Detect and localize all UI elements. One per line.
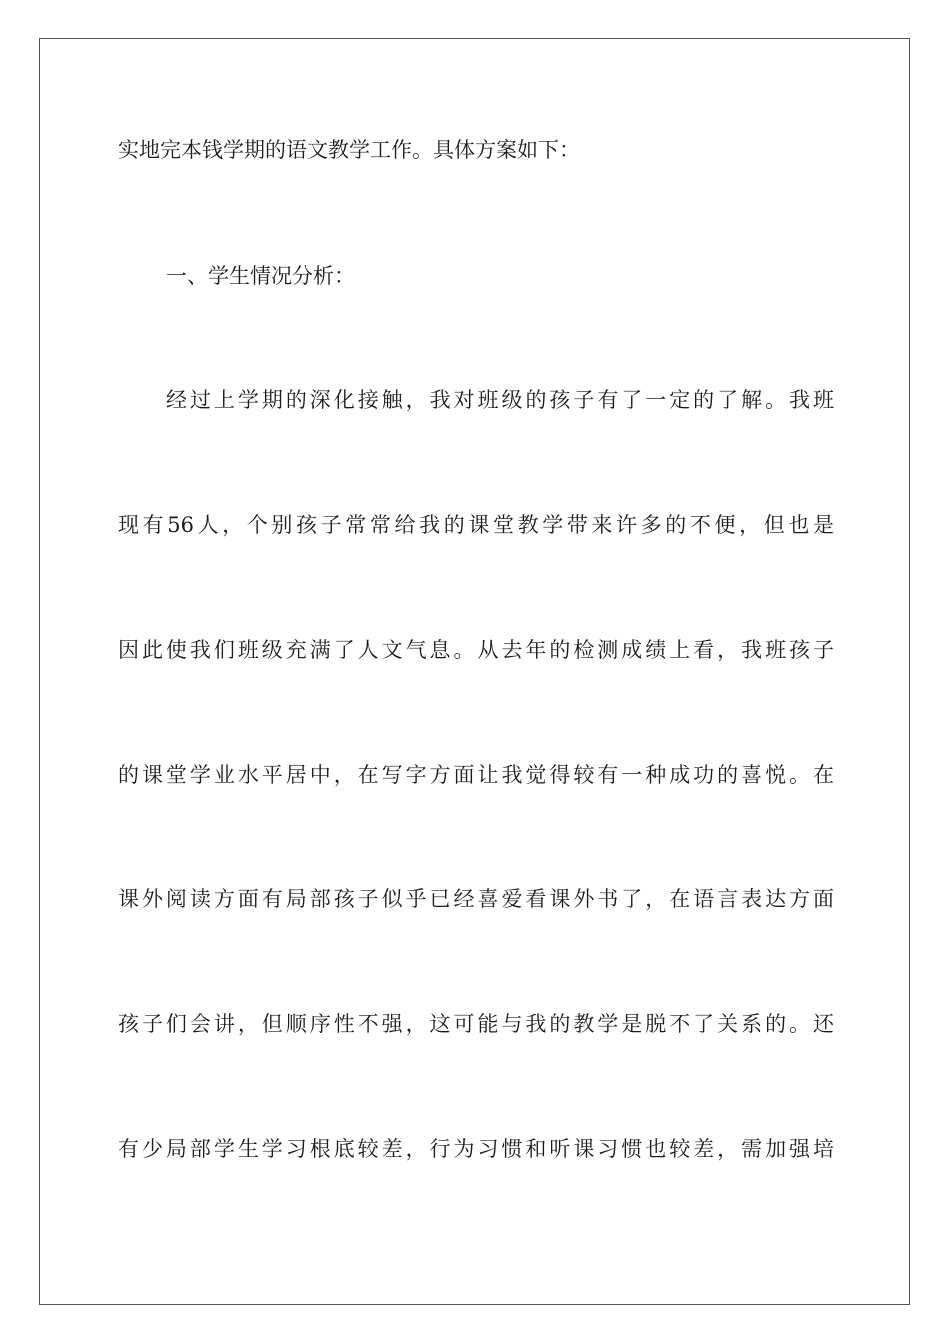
section-heading-student-analysis: 一、学生情况分析：	[166, 264, 355, 288]
paragraph-line-1: 实地完本钱学期的语文教学工作。具体方案如下：	[118, 138, 580, 162]
paragraph-line-6: 课外阅读方面有局部孩子似乎已经喜爱看课外书了，在语言表达方面	[118, 887, 834, 911]
paragraph-line-7: 孩子们会讲，但顺序性不强，这可能与我的教学是脱不了关系的。还	[118, 1012, 834, 1036]
paragraph-line-2: 经过上学期的深化接触，我对班级的孩子有了一定的了解。我班	[166, 388, 834, 412]
paragraph-line-8: 有少局部学生学习根底较差，行为习惯和听课习惯也较差，需加强培	[118, 1137, 834, 1161]
document-page	[39, 38, 910, 1305]
paragraph-line-3: 现有56人，个别孩子常常给我的课堂教学带来许多的不便，但也是	[118, 513, 834, 537]
paragraph-line-4: 因此使我们班级充满了人文气息。从去年的检测成绩上看，我班孩子	[118, 638, 834, 662]
paragraph-line-5: 的课堂学业水平居中，在写字方面让我觉得较有一种成功的喜悦。在	[118, 763, 834, 787]
